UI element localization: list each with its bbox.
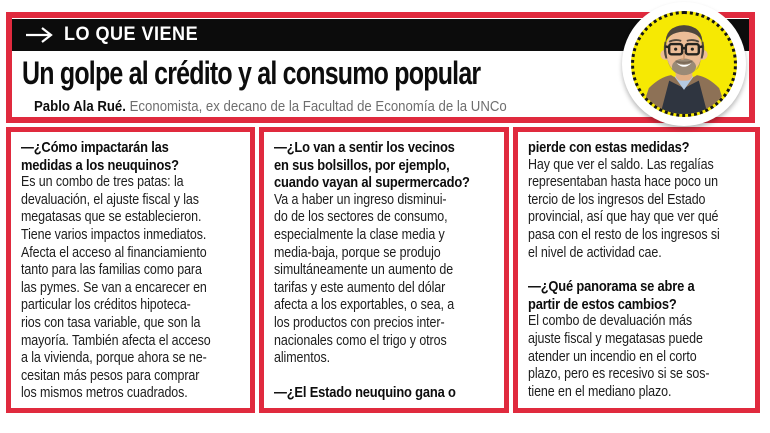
text-line: los mismos metros cuadrados. [21,385,188,402]
text-line: tanto para las familias como para [21,262,202,279]
text-line: mayoría. También afecta el acceso [21,332,211,349]
text-line: en sus bolsillos, por ejemplo, [274,156,450,174]
question [274,384,503,402]
text-line: ajuste fiscal y megatasas puede [528,330,703,347]
text-line: tiene en el mediano plazo. [528,383,672,400]
portrait-photo [622,2,746,126]
text-line: —¿Lo van a sentir los vecinos [274,139,455,156]
person-illustration [634,14,734,114]
text-line: cesitan más pesos para comprar [21,367,200,384]
text-line: atender un incendio en el corto [528,348,697,365]
text-line: tarifas y este aumento del dólar [274,279,446,296]
text-line: El combo de devaluación más [528,313,693,330]
text-line: Tiene varios impactos inmediatos. [21,226,207,243]
text-line: nacionales como el trigo y otros [274,332,447,349]
text-line: tercio de los ingresos del Estado [528,191,706,208]
text-line: las pymes. Se van a encarecer en [21,279,207,296]
text-line: Hay que ver el saldo. Las regalías [528,156,714,173]
text-line: Va a haber un ingreso disminui- [274,191,447,208]
headline: Un golpe al crédito y al consumo popular [22,55,481,91]
text-line: el nivel de actividad cae. [528,244,662,261]
text-line: afecta a los exportables, o sea, a [274,297,455,314]
text-line: rios con tasa variable, que son la [21,314,201,331]
text-line: alimentos. [274,350,330,367]
answer [528,157,754,263]
question [21,139,249,174]
portrait-frame [631,11,737,117]
text-line: a la vivienda, porque ahora se ne- [21,350,207,367]
byline-name: Pablo Ala Rué. [34,98,126,115]
text-line: cuando vayan al supermercado? [274,174,470,192]
byline-role: Economista, ex decano de la Facultad de Economía de la UNCo [129,98,507,115]
text-line: representaban hasta hace poco un [528,174,718,191]
text-line: medidas a los neuquinos? [21,156,179,174]
question [528,139,754,157]
text-line: do de los sectores de consumo, [274,209,448,226]
text-line: pasa con el resto de los ingresos si [528,226,720,243]
byline [34,97,663,117]
qa-column [528,139,754,401]
text-line: Afecta el acceso al financiamiento [21,244,207,261]
answer [274,192,503,368]
qa-box-3 [513,127,760,413]
text-line: partir de estos cambios? [528,295,677,313]
question [528,278,754,313]
qa-box-2 [259,127,509,413]
text-line: especialmente la clase media y [274,226,445,243]
text-line: —¿Cómo impactarán las [21,139,169,156]
kicker-label: LO QUE VIENE [64,24,199,45]
answer [21,174,249,403]
right-arrow-icon [24,26,54,44]
text-line: media-baja, porque se produjo [274,244,441,261]
text-line: —¿El Estado neuquino gana o [274,383,456,401]
qa-box-1 [6,127,255,413]
text-line: simultáneamente un aumento de [274,262,454,279]
answer [528,313,754,401]
text-line: devaluación, el ajuste fiscal y las [21,191,199,208]
qa-column [274,139,503,401]
text-line: —¿Qué panorama se abre a [528,278,695,296]
question [274,139,503,192]
text-line: megatasas que se establecieron. [21,209,202,226]
text-line: provincial, así que hay que ver qué [528,209,719,226]
text-line: particular los créditos hipoteca- [21,297,191,314]
text-line: plazo, pero es recesivo si se sos- [528,366,710,383]
text-line: los productos con precios inter- [274,314,445,331]
qa-column [21,139,249,403]
text-line: pierde con estas medidas? [528,139,690,156]
text-line: Es un combo de tres patas: la [21,174,184,191]
